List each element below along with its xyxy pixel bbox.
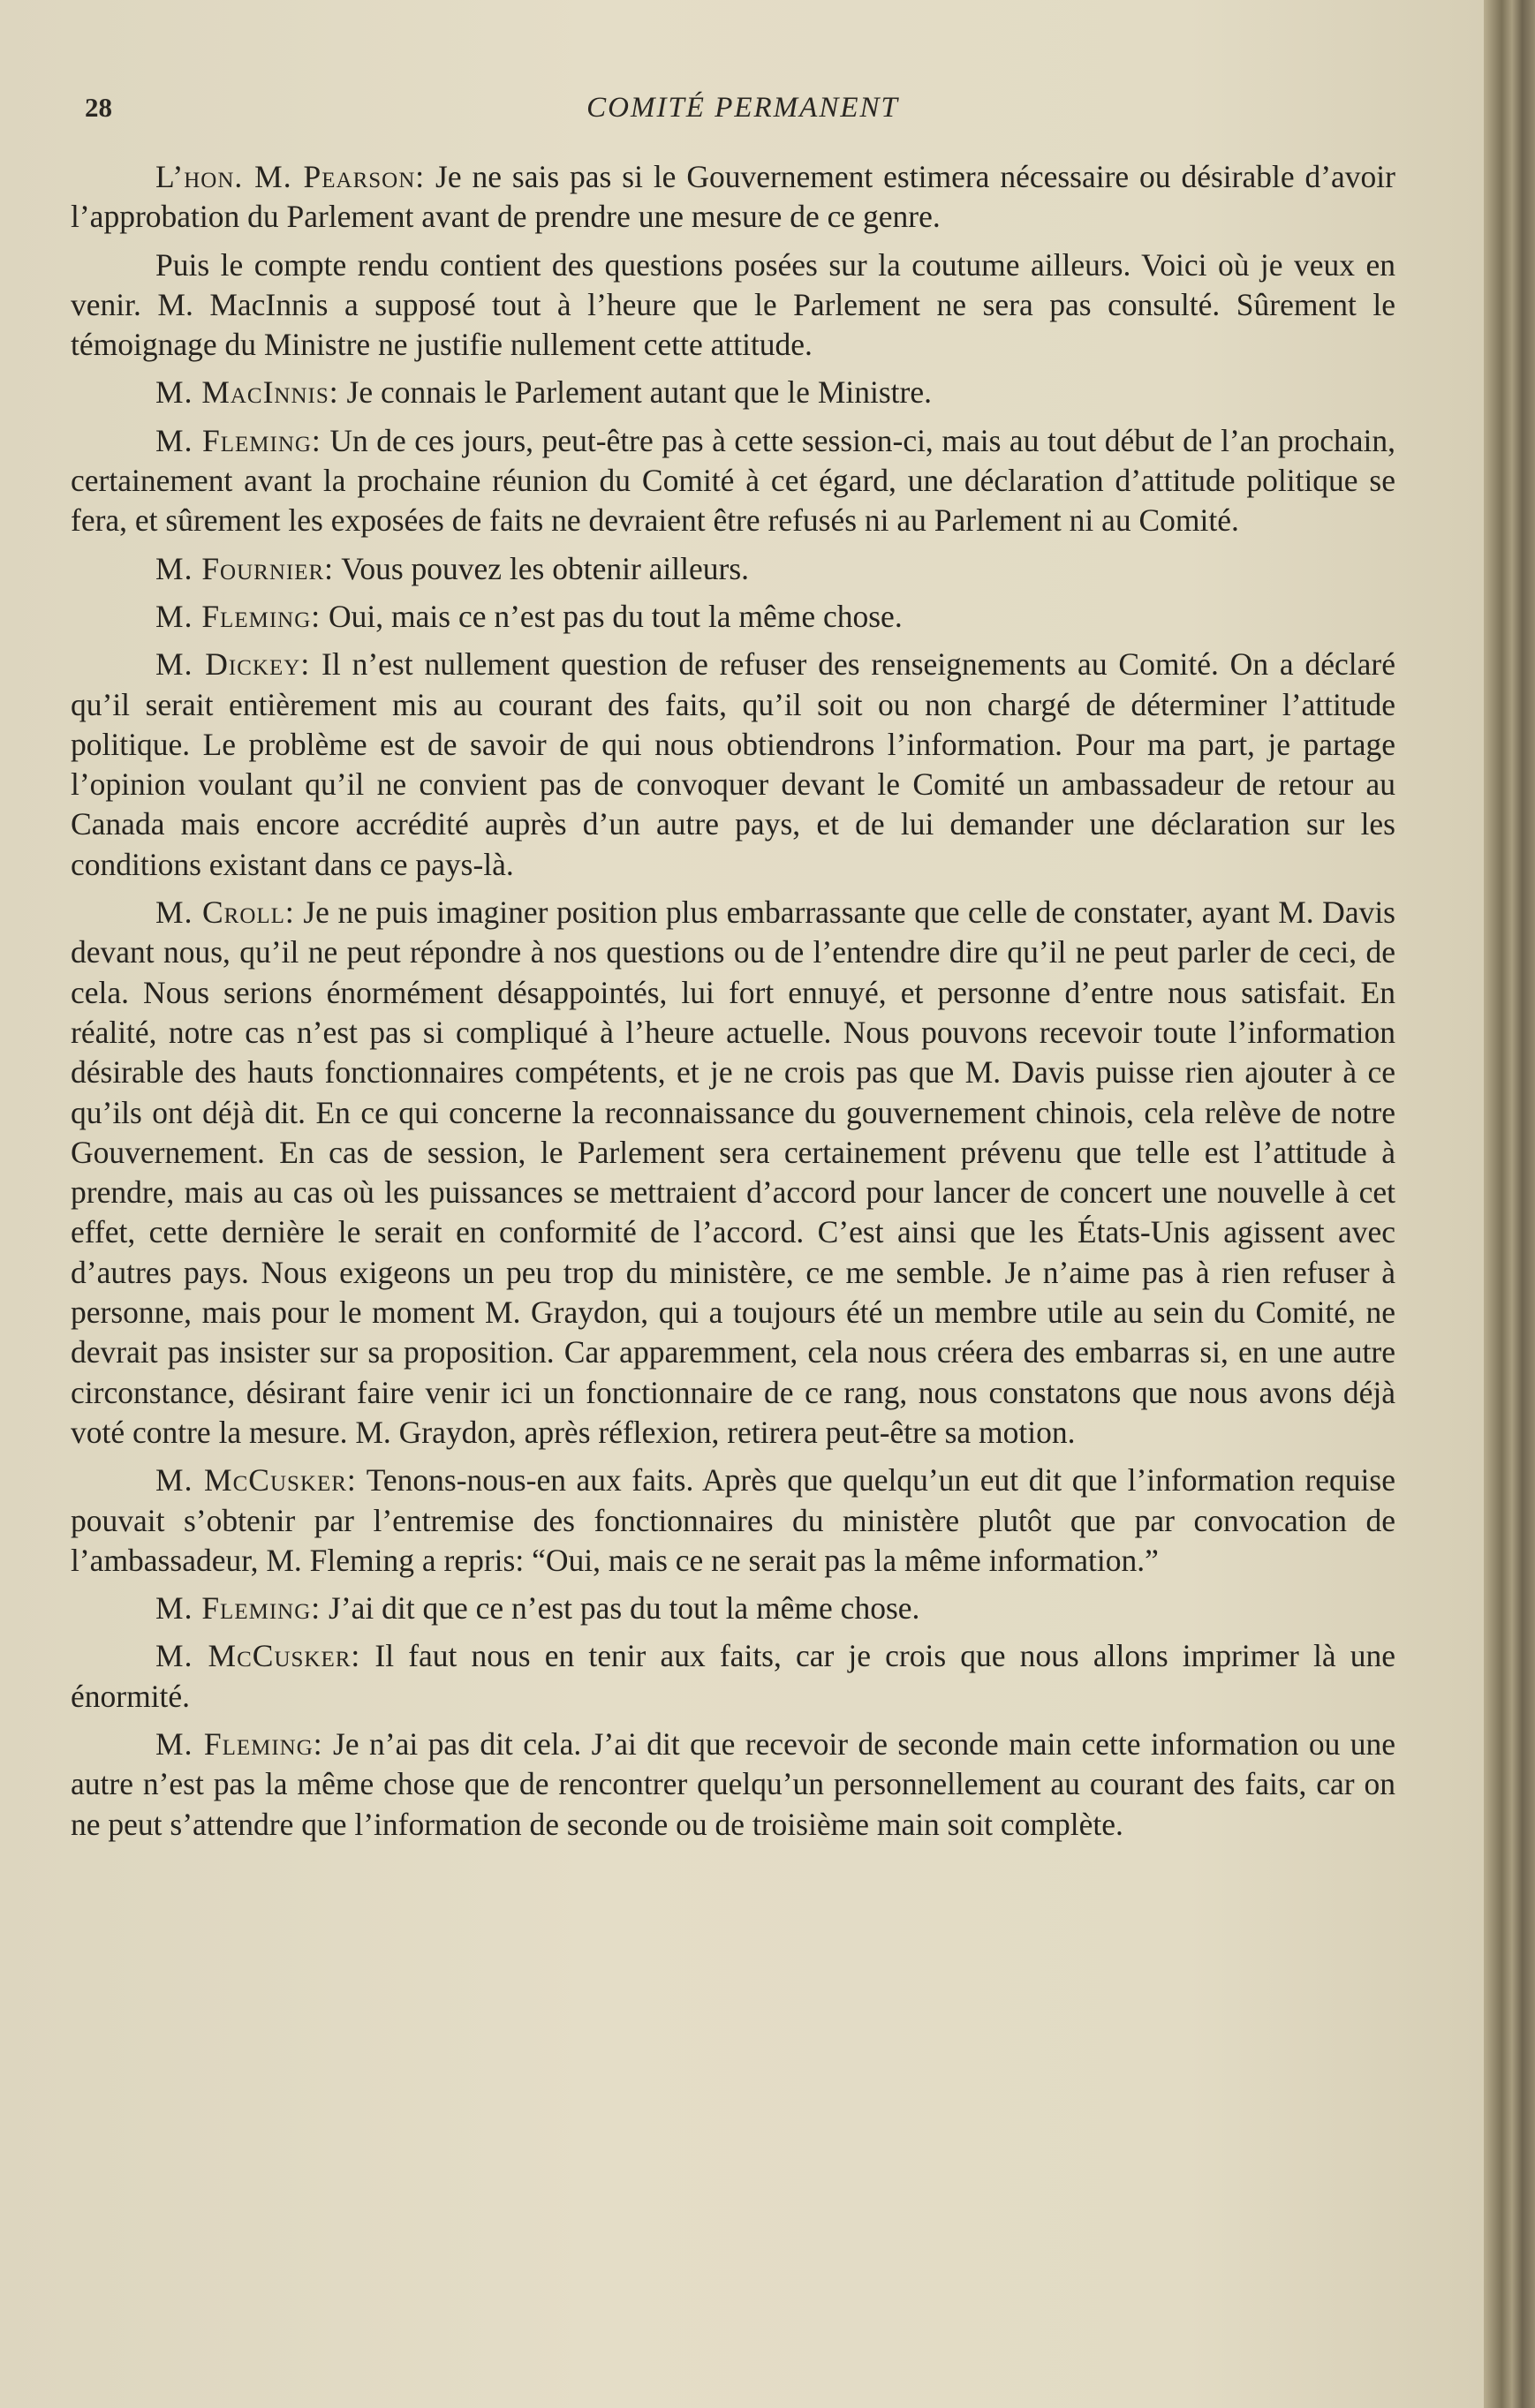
paragraph-text: Il faut nous en tenir aux faits, car je crois que nous allons imprimer là une énormité. [71,1638,1395,1714]
book-binding-edge [1484,0,1535,2408]
paragraph [71,245,1395,366]
speaker-name: M. McCusker: [155,1638,361,1674]
paragraph [71,373,1395,412]
paragraph-text: Oui, mais ce n’est pas du tout la même chose. [321,598,903,634]
speaker-name: M. Fournier: [155,550,335,586]
paragraph [71,421,1395,541]
paragraph-text: Un de ces jours, peut-être pas à cette session-ci, mais au tout début de l’an prochain, certainement avant la prochaine réunion du Comité à cet égard, une déclaration d’attitude politique se fera, et sûrement les exposées de faits ne devraient être refusés ni au Parlement ni au Comité. [71,422,1395,539]
paragraph [71,1461,1395,1581]
speaker-name: M. Dickey: [155,646,311,683]
page-number: 28 [85,92,112,123]
speaker-name: M. Croll: [155,895,295,931]
speaker-name: M. McCusker: [155,1462,357,1498]
paragraph-text: Tenons-nous-en aux faits. Après que quelqu’un eut dit que l’information requise pouvait s’obtenir par l’entremise des fonctionnaires du ministère plutôt que par convocation de l’ambassadeur, M. Fleming a repris: “Oui, mais ce ne serait pas la même information.” [71,1462,1395,1578]
speaker-name: M. Fleming: [155,1590,321,1627]
page-header [85,92,1401,136]
document-body [71,157,1395,1853]
paragraph-text: J’ai dit que ce n’est pas du tout la même chose. [321,1590,920,1627]
paragraph-text: Je n’ai pas dit cela. J’ai dit que recevoir de seconde main cette information ou une autre n’est pas la même chose que de rencontrer quelqu’un personnellement au courant des faits, car on ne peut s’attendre que l’information de seconde ou de troisième main soit complète. [71,1725,1395,1842]
running-title: COMITÉ PERMANENT [586,92,899,124]
speaker-name: M. Fleming: [155,598,321,634]
paragraph [71,597,1395,637]
paragraph [71,157,1395,238]
paragraph [71,1725,1395,1845]
paragraph-text: Puis le compte rendu contient des questions posées sur la coutume ailleurs. Voici où je veux en venir. M. MacInnis a supposé tout à l’heure que le Parlement ne sera pas consulté. Sûrement le témoignage du Ministre ne justifie nullement cette attitude. [71,246,1395,363]
speaker-name: M. Fleming: [155,1725,323,1762]
speaker-name: L’hon. M. Pearson: [155,159,426,194]
paragraph-text: Vous pouvez les obtenir ailleurs. [334,550,750,586]
paragraph [71,549,1395,589]
paragraph [71,893,1395,1453]
speaker-name: M. MacInnis: [155,374,339,411]
paragraph [71,1589,1395,1628]
paragraph-text: Je ne sais pas si le Gouvernement estimera nécessaire ou désirable d’avoir l’approbation du Parlement avant de prendre une mesure de ce genre. [71,159,1395,235]
paragraph-text: Je connais le Parlement autant que le Ministre. [338,374,932,411]
paragraph [71,645,1395,885]
paragraph-text: Il n’est nullement question de refuser des renseignements au Comité. On a déclaré qu’il serait entièrement mis au courant des faits, qu’il soit ou non chargé de déterminer l’attitude politique. Le problème est de savoir de qui nous obtiendrons l’information. Pour ma part, je partage l’opinion voulant qu’il ne convient pas de convoquer devant le Comité un ambassadeur de retour au Canada mais encore accrédité auprès d’un autre pays, et de lui demander une déclaration sur les conditions existant dans ce pays-là. [71,646,1395,882]
speaker-name: M. Fleming: [155,422,321,458]
paragraph-text: Je ne puis imaginer position plus embarrassante que celle de constater, ayant M. Davis devant nous, qu’il ne peut répondre à nos questions ou de l’entendre dire qu’il ne peut parler de ceci, de cela. Nous serions énormément désappointés, lui fort ennuyé, et personne d’entre nous satisfait. En réalité, notre cas n’est pas si compliqué à l’heure actuelle. Nous pouvons recevoir toute l’information désirable des hauts fonctionnaires compétents, et je ne crois pas que M. Davis puisse rien ajouter à ce qu’ils ont déjà dit. En ce qui concerne la reconnaissance du gouvernement chinois, cela relève de notre Gouvernement. En cas de session, le Parlement sera certainement prévenu que telle est l’attitude à prendre, mais au cas où les puissances se mettraient d’accord pour lancer de concert une nouvelle à cet effet, cette dernière le serait en conformité de l’accord. C’est ainsi que les États-Unis agissent avec d’autres pays. Nous exigeons un peu trop du ministère, ce me semble. Je n’aime pas à rien refuser à personne, mais pour le moment M. Graydon, qui a toujours été un membre utile au sein du Comité, ne devrait pas insister sur sa proposition. Car apparemment, cela nous créera des embarras si, en une autre circonstance, désirant faire venir ici un fonctionnaire de ce rang, nous constatons que nous avons déjà voté contre la mesure. M. Graydon, après réflexion, retirera peut-être sa motion. [71,895,1395,1450]
paragraph [71,1636,1395,1717]
